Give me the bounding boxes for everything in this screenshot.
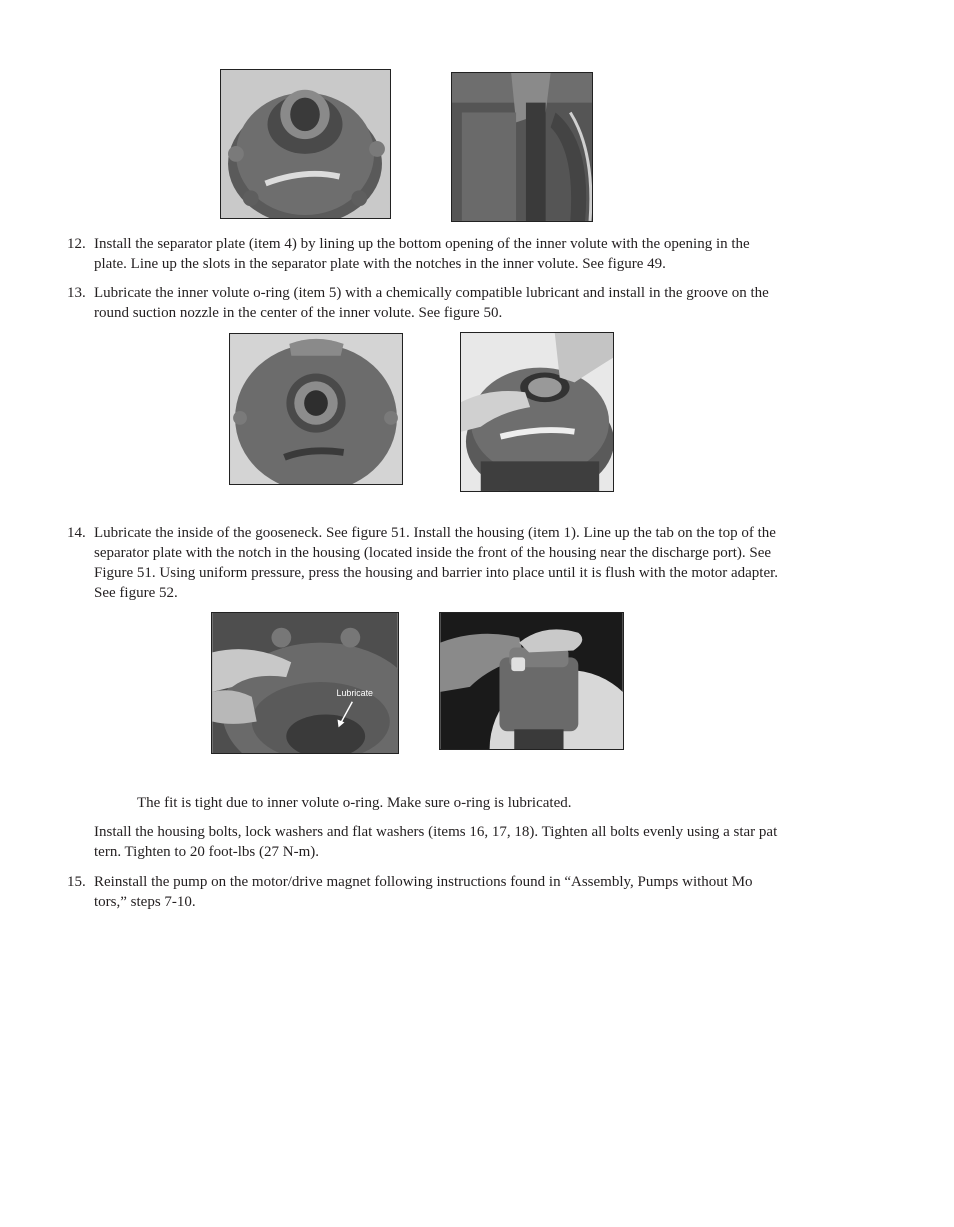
lubricate-label: Lubricate — [336, 687, 374, 698]
photo-lubricate-gooseneck — [211, 612, 399, 754]
step-12-line-1: Install the separator plate (item 4) by lining up the bottom opening of the inner volute with the opening in the — [94, 236, 750, 252]
step-14-line-2: separator plate with the notch in the housing (located inside the front of the housing near the discharge port). See — [94, 545, 772, 561]
step-14-line-3: Figure 51. Using uniform pressure, press the housing and barrier into place until it is flush with the motor adapter. — [94, 565, 779, 581]
step-15-line-1: Reinstall the pump on the motor/drive magnet following instructions found in “Assembly, Pumps without Mo — [94, 874, 753, 890]
step-number: 13. — [67, 285, 86, 301]
photo-press-housing — [439, 612, 624, 750]
step-number: 15. — [67, 874, 86, 890]
bolts-line-1: Install the housing bolts, lock washers and flat washers (items 16, 17, 18). Tighten all bolts evenly using a star pat — [94, 824, 778, 840]
photo-separator-plate — [229, 333, 403, 485]
step-15-line-2: tors,” steps 7-10. — [94, 894, 196, 910]
bolts-line-2: tern. Tighten to 20 foot-lbs (27 N-m). — [94, 844, 319, 860]
step-14-line-4: See figure 52. — [94, 585, 178, 601]
photo-inner-volute-top — [220, 69, 391, 219]
step-number: 12. — [67, 236, 86, 252]
step-12-line-2: plate. Line up the slots in the separator plate with the notches in the inner volute. See figure 49. — [94, 256, 666, 272]
step-number: 14. — [67, 525, 86, 541]
photo-volute-closeup — [451, 72, 593, 222]
step-13-line-2: round suction nozzle in the center of the inner volute. See figure 50. — [94, 305, 503, 321]
step-14-line-1: Lubricate the inside of the gooseneck. See figure 51. Install the housing (item 1). Line up the tab on the top of the — [94, 525, 776, 541]
photo-oring-install — [460, 332, 614, 492]
housing-bolts-paragraph — [94, 822, 864, 862]
step-13-line-1: Lubricate the inner volute o-ring (item 5) with a chemically compatible lubricant and install in the groove on the — [94, 285, 769, 301]
lubrication-note: The fit is tight due to inner volute o-ring. Make sure o-ring is lubricated. — [137, 795, 572, 811]
